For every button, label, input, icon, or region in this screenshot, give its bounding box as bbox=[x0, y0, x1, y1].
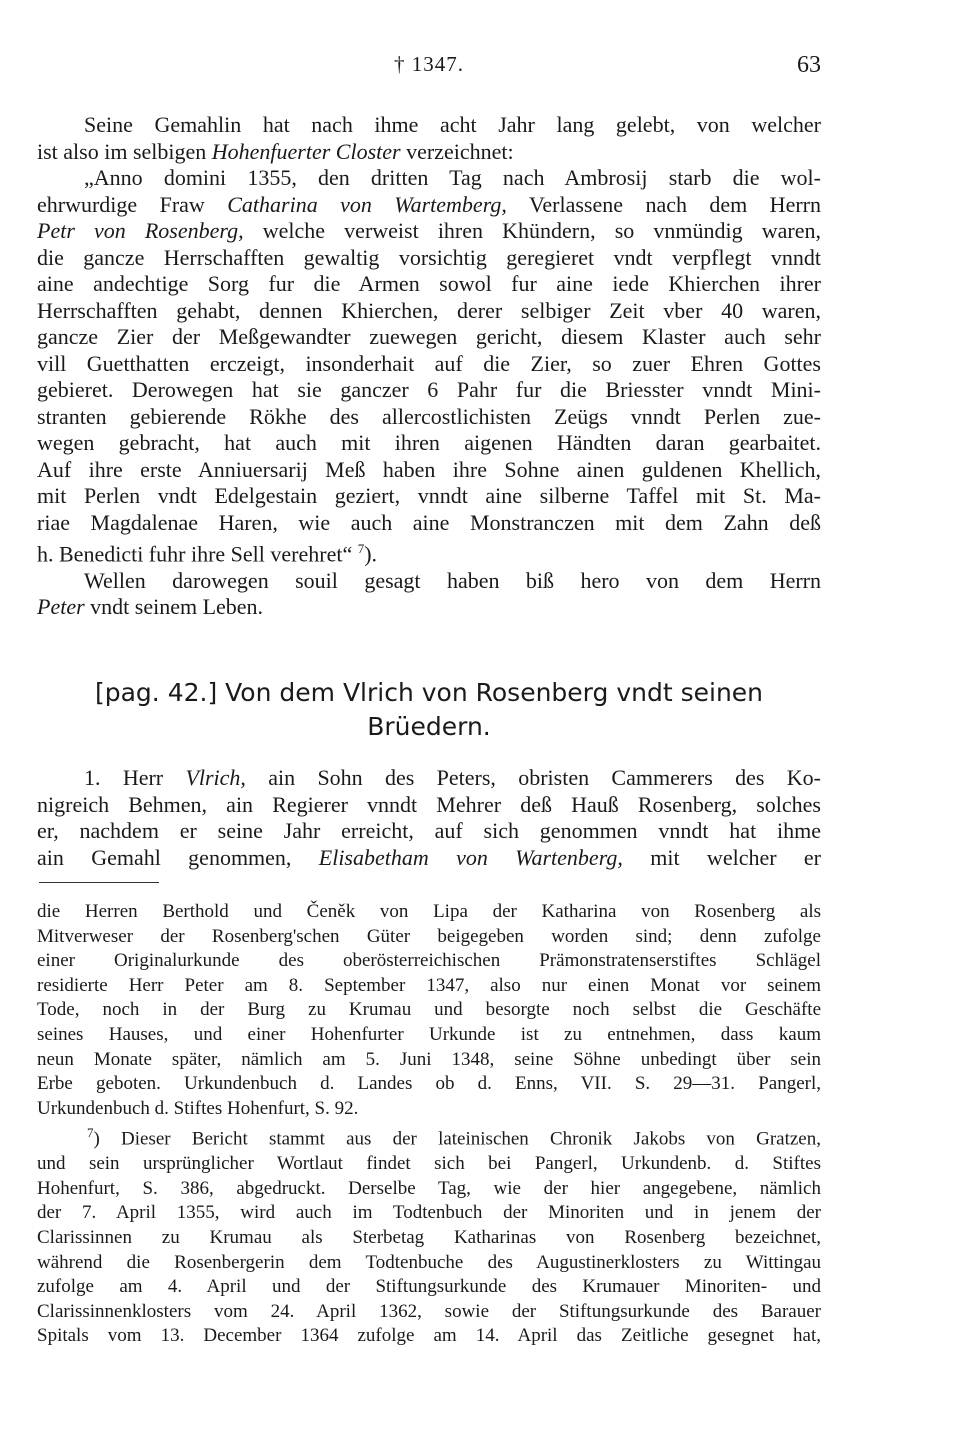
footnote-line: Erbe geboten. Urkundenbuch d. Landes ob d. Enns, VII. S. 29—31. Pangerl, bbox=[37, 1073, 821, 1095]
footnote-line: seines Hauses, und einer Hohenfurter Urkunde ist zu entnehmen, dass kaum bbox=[37, 1023, 821, 1045]
text-line: ist also im selbigen Hohenfuerter Closter verzeichnet: bbox=[37, 138, 514, 164]
person-name: Elisabetham von Wartenberg, bbox=[318, 844, 623, 870]
text-line: wegen gebracht, hat auch mit ihren aigenen Händten daran gearbaitet. bbox=[37, 430, 821, 455]
text-line: ain Gemahl genommen, Elisabetham von Wartenberg, mit welcher er bbox=[37, 844, 821, 870]
footnote-line: neun Monate später, nämlich am 5. Juni 1348, seine Söhne unbedingt über sein bbox=[37, 1048, 821, 1070]
footnote-line: Urkundenbuch d. Stiftes Hohenfurt, S. 92. bbox=[37, 1097, 359, 1119]
text-line: ehrwurdige Fraw Catharina von Wartemberg, Verlassene nach dem Herrn bbox=[37, 191, 821, 217]
footnote-separator bbox=[39, 882, 159, 883]
text-line: 1. Herr Vlrich, ain Sohn des Peters, obristen Cammerers des Ko- bbox=[84, 765, 821, 790]
footnote-line: der 7. April 1355, wird auch im Todtenbuch der Minoriten und in jenem der bbox=[37, 1202, 821, 1224]
footnote-line: und sein ursprünglicher Wortlaut findet sich bei Pangerl, Urkundenb. d. Stiftes bbox=[37, 1153, 821, 1175]
section-heading bbox=[37, 676, 821, 744]
text-line: Seine Gemahlin hat nach ihme acht Jahr lang gelebt, von welcher bbox=[84, 112, 821, 137]
person-name: Petr von Rosenberg, bbox=[37, 218, 244, 243]
page-number: 63 bbox=[797, 52, 821, 78]
footnotes bbox=[37, 900, 821, 1349]
section-heading-line: Brüedern. bbox=[367, 712, 491, 741]
text-line: gancze Zier der Meßgewandter zuewegen gericht, diesem Klaster auch sehr bbox=[37, 324, 821, 349]
footnote-ref[interactable]: 7 bbox=[357, 541, 365, 556]
footnote-line: Tode, noch in der Burg zu Krumau und besorgte noch selbst die Geschäfte bbox=[37, 999, 821, 1021]
text-line: er, nachdem er seine Jahr erreicht, auf sich genommen vnndt hat ihme bbox=[37, 818, 821, 843]
footnote-line: Hohenfurt, S. 386, abgedruckt. Derselbe Tag, wie der hier angegebene, nämlich bbox=[37, 1177, 821, 1199]
book-page bbox=[37, 0, 821, 1451]
footnote-line: die Herren Berthold und Čeněk von Lipa der Katharina von Rosenberg als bbox=[37, 901, 821, 922]
text-line: riae Magdalenae Haren, wie auch aine Monstranczen mit dem Zahn deß bbox=[37, 509, 821, 535]
section-heading-line: [pag. 42.] Von dem Vlrich von Rosenberg vndt seinen bbox=[94, 678, 764, 707]
footnote-line: Clarissinnenklosters vom 24. April 1362, sowie der Stiftungsurkunde des Barauer bbox=[37, 1300, 821, 1322]
footnote-line: einer Originalurkunde des oberösterreichischen Prämonstratenserstiftes Schlägel bbox=[37, 950, 821, 972]
page-header bbox=[37, 52, 821, 86]
footnote-line: zufolge am 4. April und der Stiftungsurkunde des Krumauer Minoriten- und bbox=[37, 1276, 821, 1298]
footnote-line: Clarissinnen zu Krumau als Sterbetag Katharinas von Rosenberg bezeichnet, bbox=[37, 1227, 821, 1249]
text-line: vill Guetthatten erczeigt, insonderhait auf die Zier, so zuer Ehren Gottes bbox=[37, 350, 821, 376]
footnote-line: Spitals vom 13. December 1364 zufolge am 14. April das Zeitliche gesegnet hat, bbox=[37, 1325, 821, 1347]
section-text bbox=[37, 765, 821, 871]
person-name: Vlrich, bbox=[185, 765, 246, 790]
text-line: h. Benedicti fuhr ihre Sell verehret“ $^7$). bbox=[37, 541, 378, 567]
text-line: Petr von Rosenberg, welche verweist ihren Khündern, so vnmündig waren, bbox=[37, 218, 821, 243]
main-text bbox=[37, 112, 821, 621]
footnote-marker: 7 bbox=[87, 1125, 94, 1141]
text-line: gebieret. Derowegen hat sie ganczer 6 Pahr fur die Briesster vnndt Mini- bbox=[37, 377, 821, 402]
text-line: aine andechtige Sorg fur die Armen sowol fur aine iede Khierchen ihrer bbox=[37, 271, 821, 296]
footnote-line: während die Rosenbergerin dem Todtenbuche des Augustinerklosters zu Wittingau bbox=[37, 1251, 821, 1273]
footnote-line: residierte Herr Peter am 8. September 1347, also nur einen Monat vor seinem bbox=[37, 974, 821, 996]
footnote-line: Mitverweser der Rosenberg'schen Güter beigegeben worden sind; denn zufolge bbox=[37, 925, 821, 947]
text-line: „Anno domini 1355, den dritten Tag nach Ambrosij starb die wol- bbox=[84, 165, 821, 190]
running-head: † 1347. bbox=[394, 52, 464, 76]
text-line: Herrschafften gehabt, dennen Khierchen, derer selbiger Zeit vber 40 waren, bbox=[37, 297, 821, 323]
text-line: stranten gebierende Rökhe des allercostlichisten Zeügs vnndt Perlen zue- bbox=[37, 403, 821, 429]
person-name: Peter bbox=[37, 594, 85, 620]
text-line: nigreich Behmen, ain Regierer vnndt Mehrer deß Hauß Rosenberg, solches bbox=[37, 791, 821, 817]
text-line: mit Perlen vndt Edelgestain geziert, vnndt aine silberne Taffel mit St. Ma- bbox=[37, 483, 821, 508]
text-line: Peter vndt seinem Leben. bbox=[37, 594, 264, 620]
text-line: Auf ihre erste Anniuersarij Meß haben ihre Sohne ainen guldenen Khellich, bbox=[37, 456, 821, 482]
place-name: Hohenfuerter Closter bbox=[211, 138, 401, 164]
person-name: Catharina von Wartemberg, bbox=[227, 191, 507, 217]
text-line: Wellen darowegen souil gesagt haben biß hero von dem Herrn bbox=[84, 567, 821, 593]
footnote-line: $^7$) Dieser Bericht stammt aus der lateinischen Chronik Jakobs von Gratzen, bbox=[87, 1125, 821, 1150]
text-line: die gancze Herrschafften gewaltig vorsichtig geregieret vndt verpflegt vnndt bbox=[37, 244, 821, 270]
